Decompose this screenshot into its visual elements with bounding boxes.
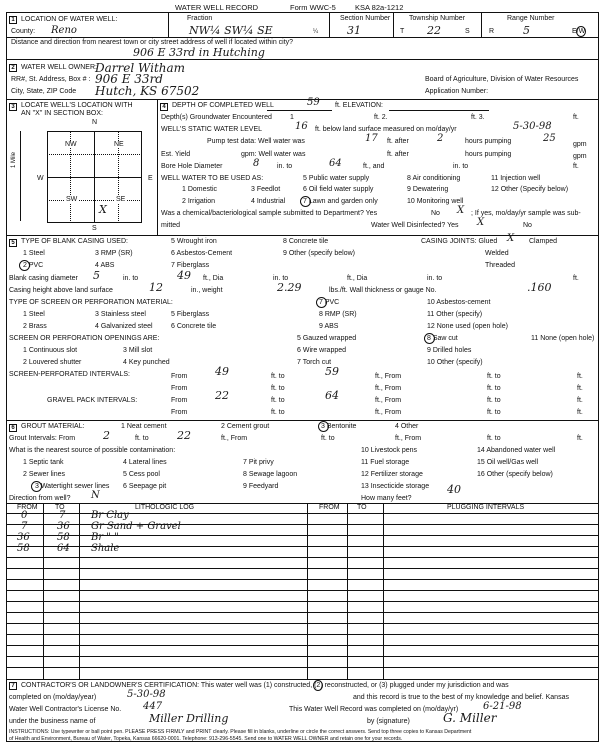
log-row-from[interactable]: 36: [17, 532, 30, 543]
screen-intervals-ft-to-3: ft. to: [271, 385, 285, 392]
log-row-to[interactable]: 58: [57, 532, 70, 543]
use-irrigation[interactable]: 2 Irrigation: [182, 198, 216, 205]
screen-intervals-from-2: From: [171, 385, 188, 392]
use-lawn-garden[interactable]: 7 Lawn and garden only: [303, 198, 378, 205]
log-to-header-2: TO: [357, 504, 367, 511]
screen-intervals-from-value[interactable]: 49: [215, 365, 229, 378]
screen-concrete[interactable]: 6 Concrete tile: [171, 323, 217, 330]
application-label: Application Number:: [425, 88, 489, 95]
log-row-from[interactable]: 0: [21, 510, 28, 521]
record-completed-label: This Water Well Record was completed on (mo/day/yr): [289, 706, 459, 713]
contam-livestock[interactable]: 10 Livestock pens: [361, 447, 418, 454]
certification-line-1: CONTRACTOR'S OR LANDOWNER'S CERTIFICATION: This water well was (1) constructed, (2) reconstructed, or (3) plugged under my jurisdiction and was: [21, 682, 509, 689]
instructions-line-1: INSTRUCTIONS: Use typewriter or ball point pen. PLEASE PRESS FIRMLY and PRINT clearly. Please fill in blanks, underline or circle the correct answers. Send top three copies to Kansas Department: [9, 729, 472, 735]
log-row-from[interactable]: 58: [17, 543, 30, 554]
pump-test-hours[interactable]: 2: [437, 133, 444, 144]
use-monitoring[interactable]: 10 Monitoring well: [407, 198, 464, 205]
contam-oil-gas[interactable]: 15 Oil well/Gas well: [477, 459, 539, 466]
log-lithologic-header: LITHOLOGIC LOG: [135, 504, 195, 511]
completed-value[interactable]: 5-30-98: [127, 689, 166, 700]
casing-height-label: Casing height above land surface: [9, 287, 113, 294]
fraction-value[interactable]: NW¼ SW¼ SE: [189, 24, 273, 37]
casing-height-value[interactable]: 12: [149, 281, 163, 294]
casing-concrete[interactable]: 8 Concrete tile: [283, 238, 329, 245]
mitted-label: mitted: [161, 222, 181, 229]
use-other[interactable]: 12 Other (Specify below): [491, 186, 569, 193]
how-many-feet-value[interactable]: 40: [447, 483, 461, 496]
casing-rmp[interactable]: 3 RMP (SR): [95, 250, 133, 257]
direction-label: Direction from well?: [9, 495, 71, 502]
opening-saw-circle: [424, 333, 435, 344]
form-number: Form WWC-5: [290, 3, 336, 12]
contamination-label: What is the nearest source of possible contamination:: [9, 447, 176, 454]
chem-sample-rest: ; If yes, mo/day/yr sample was sub-: [471, 210, 581, 217]
use-public[interactable]: 5 Public water supply: [303, 175, 370, 182]
owner-label: WATER WELL OWNER:: [21, 64, 97, 71]
screen-intervals-ft-from: ft., From: [375, 373, 402, 380]
screen-asbestos[interactable]: 10 Asbestos-cement: [427, 299, 491, 306]
casing-height-in: in., weight: [191, 287, 223, 294]
screen-none[interactable]: 12 None used (open hole): [427, 323, 508, 330]
log-from-header-2: FROM: [319, 504, 340, 511]
contam-feedyard[interactable]: 9 Feedyard: [243, 483, 279, 490]
openings-label: SCREEN OR PERFORATION OPENINGS ARE:: [9, 335, 160, 342]
contam-sewer[interactable]: 2 Sewer lines: [23, 471, 66, 478]
groundwater-1: 1: [290, 114, 294, 121]
distance-value[interactable]: 906 E 33rd in Hutching: [133, 46, 265, 59]
contam-watertight[interactable]: 3 Watertight sewer lines: [35, 483, 110, 490]
pump-hours-label: hours pumping: [465, 138, 512, 145]
casing-threaded: Threaded: [485, 262, 515, 269]
screen-brass[interactable]: 2 Brass: [23, 323, 47, 330]
casing-diameter-in3: in. to: [427, 275, 443, 282]
log-row-desc[interactable]: Shale: [91, 543, 120, 554]
grout-to-value[interactable]: 22: [177, 429, 191, 442]
casing-weight-rest: lbs./ft. Wall thickness or gauge No.: [329, 287, 437, 294]
log-row-from[interactable]: 7: [21, 521, 28, 532]
contam-lateral[interactable]: 4 Lateral lines: [123, 459, 167, 466]
bore-label: Bore Hole Diameter: [161, 163, 223, 170]
water-well-record-form: [6, 12, 599, 742]
fraction-quarter-mark: ¼: [313, 29, 319, 35]
casing-pvc[interactable]: 2 PVC: [23, 262, 44, 269]
casing-steel[interactable]: 1 Steel: [23, 250, 45, 257]
gravel-ft: ft.: [577, 397, 583, 404]
screen-pvc[interactable]: 7 PVC: [319, 299, 340, 306]
grid-se: SE: [116, 196, 126, 203]
casing-fiberglass[interactable]: 7 Fiberglass: [171, 262, 210, 269]
screen-intervals-ft-2: ft.: [577, 385, 583, 392]
certification-line-2: and this record is true to the best of my knowledge and belief. Kansas: [353, 694, 569, 701]
gravel-ft-to-2: ft. to: [487, 397, 501, 404]
bore-ft-and: ft., and: [363, 163, 385, 170]
range-e-circle: [576, 26, 586, 37]
screen-intervals-ft-to-2: ft. to: [487, 373, 501, 380]
business-label: under the business name of: [9, 718, 96, 725]
static-level-date[interactable]: 5-30-98: [513, 121, 552, 132]
elevation-label: ft. ELEVATION:: [335, 102, 383, 109]
gravel-from: From: [171, 397, 188, 404]
screen-intervals-ft-to-4: ft. to: [487, 385, 501, 392]
opening-wire[interactable]: 6 Wire wrapped: [297, 347, 347, 354]
pump-test-value[interactable]: 17: [365, 133, 378, 144]
range-value[interactable]: 5: [523, 24, 530, 37]
gravel-from-2: From: [171, 409, 188, 416]
opening-continuous[interactable]: 1 Continuous slot: [23, 347, 78, 354]
opening-other[interactable]: 10 Other (specify): [427, 359, 483, 366]
city-label: City, State, ZIP Code: [11, 88, 77, 95]
groundwater-2: ft. 2.: [374, 114, 388, 121]
opening-drilled[interactable]: 9 Drilled holes: [427, 347, 472, 354]
grout-label: GROUT MATERIAL:: [21, 423, 85, 430]
contam-abandoned[interactable]: 14 Abandoned water well: [477, 447, 556, 454]
log-to-header: TO: [55, 504, 65, 511]
screen-galvanized[interactable]: 4 Galvanized steel: [95, 323, 153, 330]
contam-septic[interactable]: 1 Septic tank: [23, 459, 64, 466]
contam-watertight-circle: [31, 481, 42, 492]
chem-sample-no: No: [431, 210, 440, 217]
use-injection[interactable]: 11 Injection well: [491, 175, 541, 182]
casing-joints-x[interactable]: X: [507, 233, 515, 244]
fraction-label: Fraction: [187, 15, 213, 22]
static-level-value[interactable]: 16: [295, 121, 308, 132]
log-row-desc[interactable]: Gr Sand + Gravel: [91, 521, 181, 532]
casing-wrought[interactable]: 5 Wrought iron: [171, 238, 217, 245]
gravel-to-value[interactable]: 64: [325, 389, 339, 402]
est-gpm-unit: gpm: [573, 153, 587, 160]
gravel-ft-to-4: ft. to: [487, 409, 501, 416]
pump-test-after: ft. after: [387, 138, 409, 145]
contam-lagoon[interactable]: 8 Sewage lagoon: [243, 471, 298, 478]
groundwater-3: ft. 3.: [471, 114, 485, 121]
section-2-number: 2: [9, 64, 17, 72]
county-label: County:: [11, 28, 36, 35]
license-value[interactable]: 447: [143, 701, 163, 712]
opening-saw[interactable]: 8 Saw cut: [427, 335, 458, 342]
gravel-ft-from-2: ft., From: [375, 409, 402, 416]
license-label: Water Well Contractor's License No.: [9, 706, 122, 713]
contam-pit-privy[interactable]: 7 Pit privy: [243, 459, 274, 466]
static-level-label: WELL'S STATIC WATER LEVEL: [161, 126, 263, 133]
screen-rmp[interactable]: 8 RMP (SR): [319, 311, 357, 318]
casing-diameter-in2: in. to: [273, 275, 289, 282]
grid-x-mark: X: [99, 203, 107, 216]
use-label: WELL WATER TO BE USED AS:: [161, 175, 264, 182]
log-row-to[interactable]: 36: [57, 521, 70, 532]
pump-test-label: Pump test data: Well water was: [207, 138, 305, 145]
section-4-number: 4: [160, 103, 168, 111]
casing-diameter-rest: ft., Dia: [203, 275, 224, 282]
casing-welded: Welded: [485, 250, 509, 257]
section-5-number: 5: [9, 239, 17, 247]
bore-in2: in. to: [453, 163, 469, 170]
contam-fuel[interactable]: 11 Fuel storage: [361, 459, 410, 466]
casing-diameter-ft2: ft., Dia: [347, 275, 368, 282]
completed-label: completed on (mo/day/year): [9, 694, 97, 701]
opening-torch[interactable]: 7 Torch cut: [297, 359, 332, 366]
bore-ft2: ft.: [573, 163, 579, 170]
log-from-header: FROM: [17, 504, 38, 511]
grout-neat[interactable]: 1 Neat cement: [121, 423, 167, 430]
grout-ft-to-2: ft. to: [321, 435, 335, 442]
gravel-ft-2: ft.: [577, 409, 583, 416]
use-industrial[interactable]: 4 Industrial: [251, 198, 286, 205]
contam-other[interactable]: 16 Other (specify below): [477, 471, 553, 478]
disinfected-no: No: [523, 222, 532, 229]
section-7-number: 7: [9, 682, 17, 690]
casing-joints-label: CASING JOINTS: Glued: [421, 238, 498, 245]
grout-other[interactable]: 4 Other: [395, 423, 419, 430]
section-number-value[interactable]: 31: [347, 24, 361, 37]
grout-ft-to: ft. to: [135, 435, 149, 442]
depth-label: DEPTH OF COMPLETED WELL: [172, 102, 274, 109]
use-domestic[interactable]: 1 Domestic: [182, 186, 218, 193]
opening-gauzed[interactable]: 5 Gauzed wrapped: [297, 335, 357, 342]
constructed-circle: [313, 680, 323, 691]
location-label: LOCATION OF WATER WELL:: [21, 16, 118, 23]
casing-gauge-value[interactable]: .160: [527, 281, 552, 294]
est-yield-after: ft. after: [387, 151, 409, 158]
direction-value[interactable]: N: [91, 490, 100, 501]
depth-value[interactable]: 59: [307, 97, 320, 108]
groundwater-ft: ft.: [573, 114, 579, 121]
grout-ft: ft.: [577, 435, 583, 442]
section-1-number: 1: [9, 16, 17, 24]
address-label: RR#, St. Address, Box # :: [11, 76, 91, 83]
section-3-number: 3: [9, 103, 17, 111]
section-6-number: 6: [9, 424, 17, 432]
grid-n: N: [92, 119, 98, 126]
contam-seepage[interactable]: 6 Seepage pit: [123, 483, 167, 490]
section-number-label: Section Number: [340, 15, 391, 22]
gravel-ft-to-3: ft. to: [271, 409, 285, 416]
distance-label: Distance and direction from nearest town or city street address of well if located within city?: [11, 39, 294, 46]
township-value[interactable]: 22: [427, 24, 441, 37]
pump-test-gpm[interactable]: 25: [543, 133, 556, 144]
township-label: Township Number: [409, 15, 466, 22]
bore-to-value[interactable]: 64: [329, 158, 342, 169]
grout-bentonite[interactable]: 3 Bentonite: [321, 423, 357, 430]
grid-s: S: [92, 225, 97, 232]
bore-value[interactable]: 8: [253, 158, 260, 169]
est-yield-hours: hours pumping: [465, 151, 512, 158]
disinfected-x[interactable]: X: [477, 217, 485, 228]
use-oilfield[interactable]: 6 Oil field water supply: [303, 186, 374, 193]
opening-louvered[interactable]: 2 Louvered shutter: [23, 359, 82, 366]
casing-type-label: TYPE OF BLANK CASING USED:: [21, 238, 128, 245]
screen-pvc-circle: [316, 297, 327, 308]
use-feedlot[interactable]: 3 Feedlot: [251, 186, 281, 193]
address-value[interactable]: 906 E 33rd: [95, 72, 163, 86]
grid-ne: NE: [114, 141, 124, 148]
range-r: R: [489, 28, 495, 35]
pump-gpm-unit: gpm: [573, 141, 587, 148]
grout-bentonite-circle: [318, 421, 329, 432]
grout-rest: ft., From: [221, 435, 248, 442]
casing-pvc-circle: [19, 260, 30, 271]
casing-diameter-value[interactable]: 5: [93, 269, 100, 282]
board-label: Board of Agriculture, Division of Water Resources: [425, 76, 579, 83]
screen-type-label: TYPE OF SCREEN OR PERFORATION MATERIAL:: [9, 299, 173, 306]
business-value[interactable]: Miller Drilling: [149, 712, 229, 725]
gravel-from-value[interactable]: 22: [215, 389, 229, 402]
screen-intervals-to-value[interactable]: 59: [325, 365, 339, 378]
screen-intervals-ft: ft.: [577, 373, 583, 380]
grid-mile-label: 1 Mile: [11, 151, 17, 168]
est-yield-gpm: gpm: Well water was: [241, 151, 306, 158]
chem-sample-x[interactable]: X: [457, 205, 465, 216]
city-value[interactable]: Hutch, KS 67502: [95, 84, 200, 98]
log-row-to[interactable]: 7: [59, 510, 66, 521]
casing-weight-value[interactable]: 2.29: [277, 281, 302, 294]
screen-fiberglass[interactable]: 5 Fiberglass: [171, 311, 210, 318]
use-air[interactable]: 8 Air conditioning: [407, 175, 461, 182]
contractor-signature: G. Miller: [443, 711, 497, 725]
grout-ft-from-2: ft., From: [395, 435, 422, 442]
county-value[interactable]: Reno: [51, 25, 77, 36]
opening-key[interactable]: 4 Key punched: [123, 359, 170, 366]
bore-in-to: in. to: [277, 163, 293, 170]
casing-diameter-in-to: in. to: [123, 275, 139, 282]
township-t: T: [400, 28, 405, 35]
opening-none[interactable]: 11 None (open hole): [531, 335, 595, 342]
screen-intervals-ft-from-2: ft., From: [375, 385, 402, 392]
contam-insecticide[interactable]: 13 Insecticide storage: [361, 483, 430, 490]
contam-cess[interactable]: 5 Cess pool: [123, 471, 160, 478]
range-label: Range Number: [507, 15, 555, 22]
est-yield-label: Est. Yield: [161, 151, 191, 158]
log-row-desc[interactable]: Br " ": [91, 532, 119, 543]
range-ew: E/W: [572, 28, 586, 35]
screen-steel[interactable]: 1 Steel: [23, 311, 45, 318]
use-lawn-circle: [300, 196, 311, 207]
log-row-to[interactable]: 64: [57, 543, 70, 554]
screen-other[interactable]: 11 Other (specify): [427, 311, 483, 318]
grout-ft-to-3: ft. to: [487, 435, 501, 442]
grid-e: E: [148, 175, 153, 182]
grid-w: W: [37, 175, 44, 182]
how-many-feet-label: How many feet?: [361, 495, 412, 502]
log-row-desc[interactable]: Br Clay: [91, 510, 129, 521]
grout-intervals-label: Grout Intervals: From: [9, 435, 76, 442]
static-level-rest: ft. below land surface measured on mo/day/yr: [315, 126, 457, 133]
instructions-line-2: of Health and Environment, Bureau of Water, Topeka, Kansas 66620-0001. Telephone: 913-296-5545. Send one to WATER WELL OWNER and retain one for your records.: [9, 736, 403, 742]
casing-diameter-label: Blank casing diameter: [9, 275, 78, 282]
grout-cement[interactable]: 2 Cement grout: [221, 423, 270, 430]
screen-intervals-ft-to: ft. to: [271, 373, 285, 380]
casing-diameter-ft3: ft.: [573, 275, 579, 282]
casing-diameter-to[interactable]: 49: [177, 269, 191, 282]
screen-abs[interactable]: 9 ABS: [319, 323, 339, 330]
locate-title-1: LOCATE WELL'S LOCATION WITH: [21, 102, 133, 109]
gravel-ft-to: ft. to: [271, 397, 285, 404]
owner-value[interactable]: Darrel Witham: [95, 61, 186, 75]
grout-from-value[interactable]: 2: [103, 429, 110, 442]
screen-stainless[interactable]: 3 Stainless steel: [95, 311, 146, 318]
gravel-ft-from: ft., From: [375, 397, 402, 404]
plugging-header: PLUGGING INTERVALS: [447, 504, 525, 511]
screen-intervals-label: SCREEN-PERFORATED INTERVALS:: [9, 371, 130, 378]
use-dewatering[interactable]: 9 Dewatering: [407, 186, 449, 193]
form-title: WATER WELL RECORD: [175, 3, 259, 12]
signature-label: by (signature): [367, 718, 410, 725]
casing-other[interactable]: 9 Other (specify below): [283, 250, 355, 257]
gravel-pack-label: GRAVEL PACK INTERVALS:: [47, 397, 138, 404]
chem-sample-label: Was a chemical/bacteriological sample submitted to Department? Yes: [161, 210, 378, 217]
locate-title-2: AN "X" IN SECTION BOX:: [21, 110, 103, 117]
township-s: S: [465, 28, 470, 35]
casing-clamped: Clamped: [529, 238, 558, 245]
ksa-reference: KSA 82a-1212: [355, 3, 404, 12]
disinfected-label: Water Well Disinfected? Yes: [371, 222, 459, 229]
grid-nw: NW: [65, 141, 77, 148]
screen-intervals-from: From: [171, 373, 188, 380]
casing-asbestos[interactable]: 6 Asbestos-Cement: [171, 250, 233, 257]
record-completed-value[interactable]: 6-21-98: [483, 701, 522, 712]
opening-mill[interactable]: 3 Mill slot: [123, 347, 153, 354]
grid-sw: SW: [66, 196, 78, 203]
groundwater-label: Depth(s) Groundwater Encountered: [161, 114, 272, 121]
casing-abs[interactable]: 4 ABS: [95, 262, 115, 269]
contam-fertilizer[interactable]: 12 Fertilizer storage: [361, 471, 423, 478]
